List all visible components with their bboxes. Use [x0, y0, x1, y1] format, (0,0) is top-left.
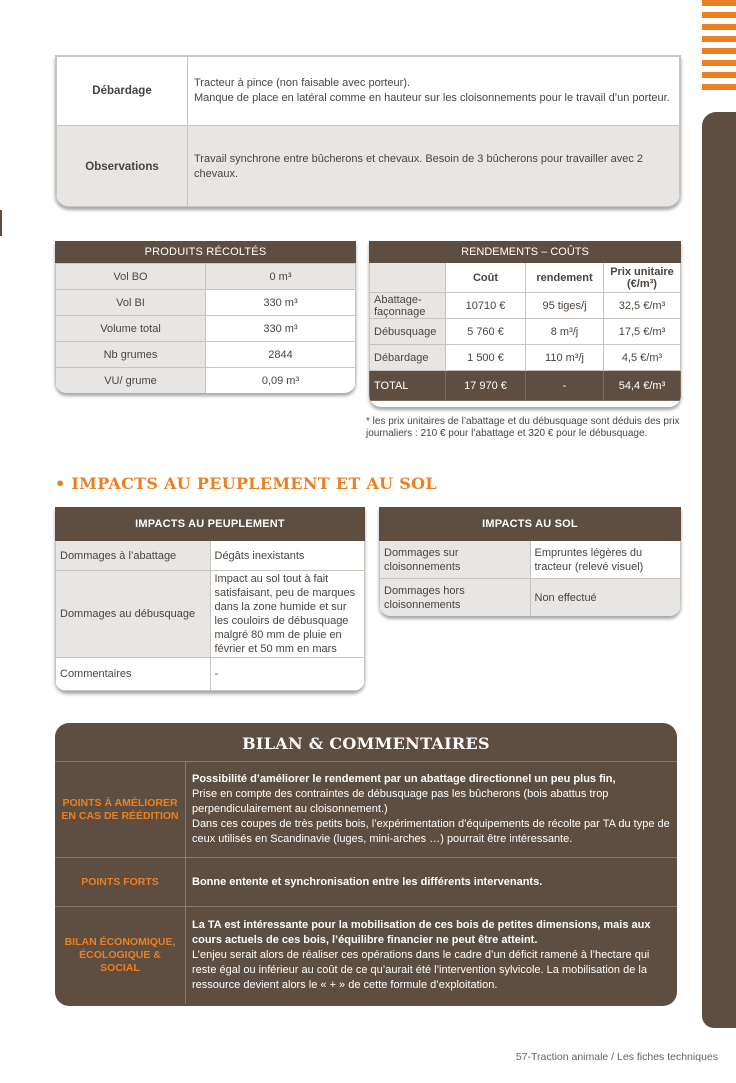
bilan-row	[55, 906, 677, 1004]
cell-rendement: 95 tiges/j	[526, 293, 604, 319]
bilan-value: Possibilité d’améliorer le rendement par un abattage directionnel un peu plus fin, Prise en compte des contraintes de débusquage pas les bûcherons (bois abattus trop perpendiculairement au cloisonnement.) Dans ces coupes de très petits bois, l’expérimentation d’équipements de récolte par TA du type de ceux utilisés en Scandinavie (luges, mini-arches …) pourrait être intéressante.	[192, 773, 670, 845]
bilan-commentaires-box	[55, 723, 677, 1006]
cell-cout: 5 760 €	[446, 319, 526, 345]
cell-value: 330 m³	[206, 316, 356, 342]
cell-cout: 10710 €	[446, 293, 526, 319]
table-row	[56, 541, 365, 571]
cell-value: Dégâts inexistants	[210, 541, 365, 571]
table-row	[56, 368, 356, 394]
row-value-debardage: Tracteur à pince (non faisable avec porteur). Manque de place en latéral comme en hauteur sur les cloisonnements pour le travail d’un porteur.	[188, 57, 680, 126]
operations-table	[55, 55, 681, 207]
bilan-value: La TA est intéressante pour la mobilisation de ces bois de petites dimensions, mais aux cours actuels de ces bois, l’équilibre financier ne peut être atteint. L’enjeu serait alors de réaliser ces opérations dans le cadre d’un déficit ramené à l’hectare qui reste égal ou inférieur au coût de ce qu’aurait été l’intervention sylvicole. La mobilisation de la ressource devient alors le « + » de cette formule d’exploitation.	[192, 919, 651, 991]
table-row	[56, 342, 356, 368]
table-row	[380, 508, 681, 541]
cell-value: Non effectué	[530, 579, 681, 617]
produits-header: PRODUITS RÉCOLTÉS	[55, 241, 356, 263]
table-row	[56, 508, 365, 541]
table-row	[56, 290, 356, 316]
table-row	[370, 242, 681, 263]
table-row	[370, 345, 681, 371]
bilan-label: POINTS FORTS	[55, 858, 186, 906]
cell-label: Dommages hors cloisonnements	[380, 579, 531, 617]
cell-value: 0 m³	[206, 264, 356, 290]
cell-prix: 54,4 €/m³	[604, 371, 681, 401]
col-rendement: rendement	[526, 263, 604, 293]
row-label-debardage: Débardage	[57, 57, 188, 126]
col-cout: Coût	[446, 263, 526, 293]
bilan-row	[55, 761, 677, 857]
produits-recoltes-table	[55, 241, 356, 393]
cell-prix: 32,5 €/m³	[604, 293, 681, 319]
decorative-stripes	[702, 0, 736, 96]
sol-header: IMPACTS AU SOL	[380, 508, 681, 541]
bilan-title: BILAN & COMMENTAIRES	[242, 734, 490, 753]
table-row	[57, 57, 680, 126]
col-prix-unitaire: Prix unitaire (€/m³)	[604, 263, 681, 293]
cell-rendement: -	[526, 371, 604, 401]
cell-label: Nb grumes	[56, 342, 206, 368]
cell-value: Impact au sol tout à fait satisfaisant, peu de marques dans la zone humide et sur les couloirs de débusquage malgré 80 mm de pluie en février et 50 mm en mars	[210, 571, 365, 658]
empty-corner	[370, 263, 446, 293]
cell-value: 0,09 m³	[206, 368, 356, 394]
table-row	[56, 264, 356, 290]
bilan-label: POINTS À AMÉLIORER EN CAS DE RÉÉDITION	[55, 762, 186, 857]
cell-label: Vol BI	[56, 290, 206, 316]
cell-label: Dommages sur cloisonnements	[380, 541, 531, 579]
rendements-note: * les prix unitaires de l’abattage et du débusquage sont déduis des prix journaliers : 210 € pour l’abattage et 320 € pour le débusquage.	[366, 416, 680, 439]
page-footer: 57-Traction animale / Les fiches techniques	[515, 1051, 718, 1063]
table-row	[56, 316, 356, 342]
section-title: • IMPACTS AU PEUPLEMENT ET AU SOL	[55, 474, 437, 493]
rendements-header: RENDEMENTS – COÛTS	[370, 242, 681, 263]
cell-prix: 17,5 €/m³	[604, 319, 681, 345]
table-row	[370, 293, 681, 319]
peuplement-header: IMPACTS AU PEUPLEMENT	[56, 508, 365, 541]
cell-label: Dommages au débusquage	[56, 571, 211, 658]
cell-value: 330 m³	[206, 290, 356, 316]
cell-label: Abattage-façonnage	[370, 293, 446, 319]
table-row	[370, 319, 681, 345]
table-row	[57, 126, 680, 208]
bilan-value: Bonne entente et synchronisation entre les différents intervenants.	[192, 875, 543, 888]
cell-label: Vol BO	[56, 264, 206, 290]
cell-value: 2844	[206, 342, 356, 368]
table-row	[380, 579, 681, 617]
cell-value: Empruntes légères du tracteur (relevé visuel)	[530, 541, 681, 579]
bilan-label: BILAN ÉCONOMIQUE, ÉCOLOGIQUE & SOCIAL	[55, 907, 186, 1004]
cell-label: Volume total	[56, 316, 206, 342]
row-value-observations: Travail synchrone entre bûcherons et chevaux. Besoin de 3 bûcherons pour travailler avec 2 chevaux.	[188, 126, 680, 208]
table-row	[56, 658, 365, 691]
impacts-sol-table	[379, 507, 681, 616]
row-label-observations: Observations	[57, 126, 188, 208]
total-row	[370, 371, 681, 401]
cell-label: VU/ grume	[56, 368, 206, 394]
cell-label: TOTAL	[370, 371, 446, 401]
table-row	[380, 541, 681, 579]
table-row	[370, 263, 681, 293]
cell-cout: 17 970 €	[446, 371, 526, 401]
rendements-couts-table	[369, 241, 681, 407]
cell-rendement: 110 m³/j	[526, 345, 604, 371]
bilan-row	[55, 857, 677, 906]
cell-label: Débusquage	[370, 319, 446, 345]
side-tab-decoration	[702, 112, 736, 1028]
cell-label: Débardage	[370, 345, 446, 371]
table-row	[56, 571, 365, 658]
left-edge-mark	[0, 210, 2, 236]
cell-rendement: 8 m³/j	[526, 319, 604, 345]
cell-label: Commentaires	[56, 658, 211, 691]
cell-label: Dommages à l’abattage	[56, 541, 211, 571]
impacts-peuplement-table	[55, 507, 365, 691]
cell-value: -	[210, 658, 365, 691]
cell-cout: 1 500 €	[446, 345, 526, 371]
cell-prix: 4,5 €/m³	[604, 345, 681, 371]
